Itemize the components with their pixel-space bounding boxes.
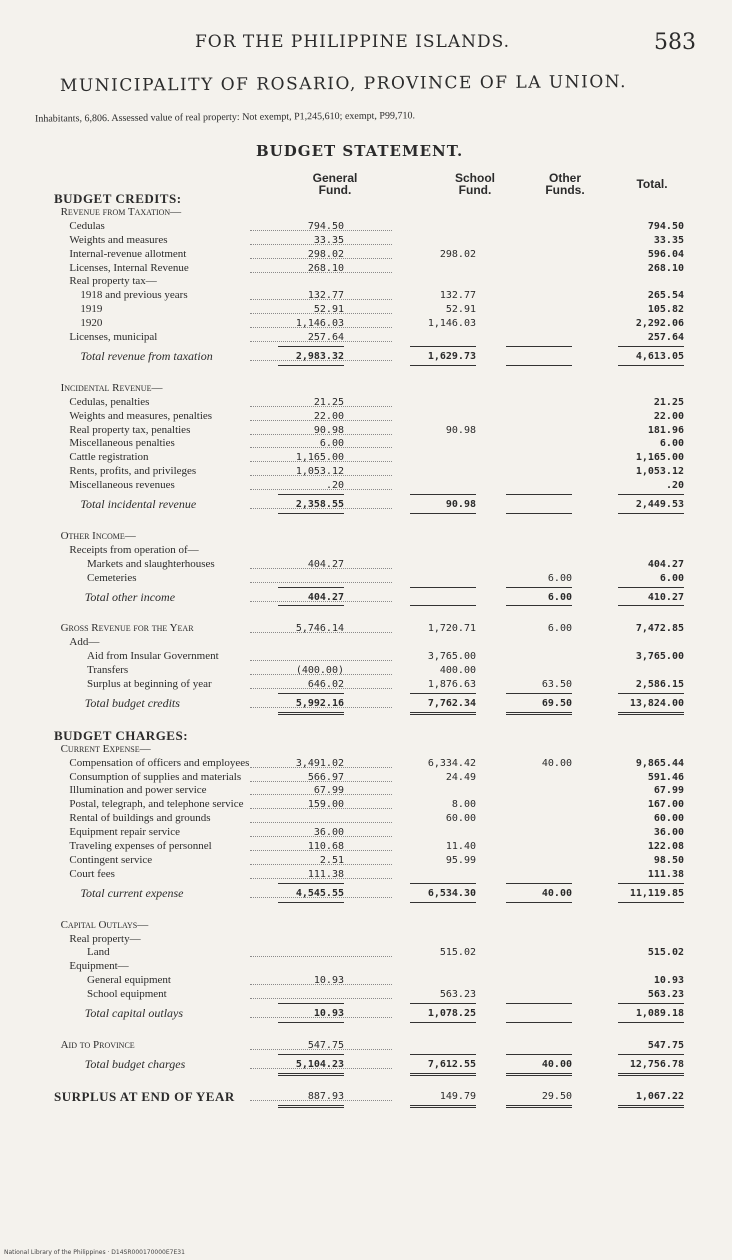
- section-heading-row: [0, 919, 732, 932]
- cell-general: 67.99: [313, 785, 344, 797]
- cell-general: 132.77: [307, 290, 344, 302]
- cell-total: 4,613.05: [635, 350, 684, 362]
- cell-total: 122.08: [647, 841, 684, 852]
- cell-general: 794.50: [307, 220, 344, 232]
- cell-general: 404.27: [307, 558, 344, 570]
- column-rule: [618, 513, 684, 514]
- column-rule: [410, 693, 476, 694]
- column-rule: [278, 605, 344, 606]
- cell-general: 887.93: [307, 1090, 344, 1102]
- table-row: [0, 933, 732, 946]
- cell-total: 9,865.44: [635, 757, 684, 769]
- column-rule: [618, 1054, 684, 1055]
- cell-total: 1,067.22: [635, 1090, 684, 1102]
- cell-general: 5,992.16: [295, 697, 344, 709]
- table-row: [0, 960, 732, 973]
- column-rule: [506, 587, 572, 588]
- cell-total: 22.00: [653, 410, 684, 422]
- column-rule: [618, 693, 684, 694]
- cell-general: 52.91: [313, 304, 344, 316]
- table-row: [0, 868, 732, 881]
- cell-school: 1,078.25: [427, 1008, 476, 1019]
- column-rule: [410, 605, 476, 606]
- cell-total: 591.46: [647, 771, 684, 783]
- column-rule: [278, 883, 344, 884]
- section-heading-row: [0, 192, 732, 205]
- column-rule: [278, 1105, 344, 1108]
- section-heading-row: [0, 1090, 732, 1103]
- dotted-leader: [250, 660, 392, 661]
- cell-general: (400.00): [295, 665, 344, 677]
- dotted-leader: [250, 998, 392, 999]
- cell-school: 90.98: [445, 499, 476, 510]
- dotted-leader: [250, 822, 392, 823]
- row-label: BUDGET CHARGES:: [54, 727, 189, 743]
- table-row: [0, 572, 732, 585]
- column-rule: [278, 587, 344, 588]
- table-row: [0, 275, 732, 288]
- table-row: [0, 826, 732, 839]
- row-label: Licenses, Internal Revenue: [69, 261, 189, 274]
- column-rule: [410, 1073, 476, 1076]
- column-rule: [278, 365, 344, 366]
- cell-school: 52.91: [445, 304, 476, 316]
- cell-general: 4,545.55: [295, 887, 344, 899]
- cell-total: 794.50: [647, 220, 684, 232]
- row-label: Real property tax—: [69, 275, 157, 288]
- table-row: [0, 812, 732, 825]
- cell-other: 6.00: [547, 623, 572, 635]
- row-label: Real property—: [69, 932, 141, 945]
- cell-school: 515.02: [439, 947, 476, 959]
- table-row: [0, 854, 732, 867]
- table-row: [0, 248, 732, 261]
- row-label: Illumination and power service: [69, 784, 207, 797]
- row-label: Transfers: [87, 664, 129, 677]
- row-label: General equipment: [87, 974, 171, 987]
- row-label: Total incidental revenue: [80, 497, 197, 511]
- cell-school: 298.02: [439, 248, 476, 260]
- table-row: [0, 424, 732, 437]
- row-label: Total revenue from taxation: [80, 348, 213, 363]
- column-rule: [278, 346, 344, 347]
- table-row: [0, 636, 732, 649]
- table-row: [0, 234, 732, 247]
- table-row: [0, 220, 732, 233]
- dotted-leader: [250, 956, 392, 957]
- column-rule: [618, 1073, 684, 1076]
- row-label: Real property tax, penalties: [69, 423, 191, 436]
- column-rule: [506, 883, 572, 884]
- row-label: Rental of buildings and grounds: [69, 812, 211, 825]
- row-label: Equipment—: [69, 960, 129, 973]
- cell-school: 11.40: [445, 841, 476, 852]
- cell-school: 1,720.71: [427, 623, 476, 635]
- row-label: Aid to Province: [60, 1038, 135, 1051]
- row-label: Weights and measures, penalties: [69, 409, 213, 422]
- cell-total: 2,586.15: [635, 679, 684, 690]
- table-row: [0, 396, 732, 409]
- cell-total: 105.82: [647, 304, 684, 316]
- cell-general: 1,053.12: [295, 466, 344, 478]
- column-rule: [618, 902, 684, 903]
- cell-school: 563.23: [439, 989, 476, 1001]
- table-row: [0, 331, 732, 344]
- cell-school: 1,876.63: [427, 679, 476, 690]
- cell-general: 257.64: [307, 332, 344, 343]
- section-heading-row: [0, 1039, 732, 1052]
- cell-general: 22.00: [313, 410, 344, 422]
- column-rule: [410, 883, 476, 884]
- cell-general: 1,165.00: [295, 452, 344, 464]
- column-rule: [278, 513, 344, 514]
- page-number: 583: [654, 30, 696, 55]
- column-header-other: Other Funds.: [545, 171, 585, 197]
- table-row: [0, 678, 732, 691]
- footer-note: National Library of the Philippines · D14SR000170000E7E31: [4, 1249, 185, 1256]
- cell-total: 2,449.53: [635, 499, 684, 510]
- column-rule: [618, 883, 684, 884]
- row-label: 1919: [80, 303, 103, 316]
- total-row: [0, 498, 732, 511]
- row-label: Total capital outlays: [84, 1006, 184, 1020]
- cell-school: 400.00: [439, 665, 476, 677]
- cell-school: 3,765.00: [427, 651, 476, 663]
- row-label: SURPLUS AT END OF YEAR: [54, 1088, 235, 1104]
- cell-total: 167.00: [647, 799, 684, 811]
- table-row: [0, 289, 732, 302]
- table-row: [0, 974, 732, 987]
- cell-total: 21.25: [653, 396, 684, 408]
- cell-general: 6.00: [319, 438, 344, 450]
- cell-general: 566.97: [307, 771, 344, 783]
- row-label: Court fees: [69, 867, 115, 880]
- cell-total: 404.27: [647, 558, 684, 570]
- table-row: [0, 988, 732, 1001]
- cell-other: 29.50: [541, 1090, 572, 1102]
- column-rule: [410, 1022, 476, 1023]
- municipality-title: MUNICIPALITY OF ROSARIO, PROVINCE OF LA UNION.: [59, 72, 628, 96]
- cell-total: 257.64: [647, 332, 684, 343]
- cell-general: 110.68: [307, 841, 344, 852]
- cell-general: 90.98: [313, 424, 344, 436]
- cell-total: .20: [665, 480, 684, 492]
- cell-total: 6.00: [659, 572, 684, 584]
- row-label: 1918 and previous years: [80, 289, 188, 302]
- cell-total: 547.75: [647, 1039, 684, 1051]
- row-label: 1920: [80, 317, 103, 330]
- cell-total: 98.50: [653, 854, 684, 866]
- column-rule: [410, 1003, 476, 1004]
- row-label: Compensation of officers and employees: [69, 756, 250, 769]
- table-row: [0, 757, 732, 770]
- running-head: FOR THE PHILIPPINE ISLANDS.: [195, 32, 511, 52]
- cell-general: 3,491.02: [295, 757, 344, 769]
- row-label: Rents, profits, and privileges: [69, 465, 197, 478]
- column-rule: [278, 712, 344, 715]
- column-rule: [506, 365, 572, 366]
- cell-total: 596.04: [647, 248, 684, 260]
- cell-general: 404.27: [307, 591, 344, 603]
- column-rule: [410, 587, 476, 588]
- column-rule: [410, 346, 476, 347]
- column-rule: [410, 494, 476, 495]
- row-label: Cedulas: [69, 219, 105, 232]
- row-label: Consumption of supplies and materials: [69, 770, 242, 783]
- total-row: [0, 1007, 732, 1020]
- cell-other: 6.00: [547, 572, 572, 584]
- dotted-leader: [250, 489, 392, 490]
- table-row: [0, 558, 732, 571]
- cell-general: 646.02: [307, 679, 344, 690]
- cell-total: 563.23: [647, 989, 684, 1001]
- table-row: [0, 544, 732, 557]
- column-rule: [618, 1022, 684, 1023]
- column-rule: [506, 1003, 572, 1004]
- table-row: [0, 771, 732, 784]
- row-label: Revenue from Taxation—: [60, 205, 182, 218]
- column-rule: [618, 587, 684, 588]
- table-row: [0, 664, 732, 677]
- column-rule: [278, 1054, 344, 1055]
- row-label: Cattle registration: [69, 451, 149, 464]
- row-label: Traveling expenses of personnel: [69, 840, 212, 852]
- cell-total: 111.38: [647, 868, 684, 880]
- column-rule: [506, 346, 572, 347]
- column-rule: [410, 365, 476, 366]
- row-label: BUDGET CREDITS:: [54, 191, 182, 206]
- column-header-total: Total.: [636, 177, 668, 191]
- row-label: Equipment repair service: [69, 826, 180, 839]
- total-row: [0, 350, 732, 363]
- column-header-school: School Fund.: [454, 171, 495, 197]
- column-rule: [278, 494, 344, 495]
- column-rule: [410, 1054, 476, 1055]
- row-label: Other Income—: [60, 529, 136, 542]
- total-row: [0, 887, 732, 900]
- cell-total: 181.96: [647, 424, 684, 436]
- table-row: [0, 650, 732, 663]
- cell-school: 24.49: [445, 771, 476, 783]
- row-label: Markets and slaughterhouses: [87, 557, 215, 570]
- cell-general: 5,746.14: [295, 623, 344, 635]
- row-label: Miscellaneous penalties: [69, 437, 175, 450]
- total-row: [0, 591, 732, 604]
- cell-general: 21.25: [313, 396, 344, 408]
- cell-total: 33.35: [653, 234, 684, 246]
- cell-school: 132.77: [439, 290, 476, 302]
- row-label: Licenses, municipal: [69, 331, 158, 343]
- cell-other: 6.00: [547, 591, 572, 603]
- cell-school: 8.00: [451, 799, 476, 811]
- column-rule: [506, 513, 572, 514]
- column-rule: [506, 494, 572, 495]
- cell-total: 1,165.00: [635, 452, 684, 464]
- cell-general: 10.93: [313, 1008, 344, 1019]
- cell-total: 1,089.18: [635, 1008, 684, 1019]
- column-rule: [506, 1054, 572, 1055]
- cell-total: 67.99: [653, 785, 684, 797]
- column-rule: [506, 1073, 572, 1076]
- cell-total: 11,119.85: [629, 887, 684, 899]
- cell-school: 149.79: [439, 1090, 476, 1102]
- cell-general: 547.75: [307, 1039, 344, 1051]
- column-rule: [506, 712, 572, 715]
- section-heading-row: [0, 206, 732, 219]
- table-row: [0, 840, 732, 853]
- row-label: Internal-revenue allotment: [69, 247, 187, 260]
- budget-statement-title: BUDGET STATEMENT.: [256, 142, 464, 160]
- column-rule: [618, 365, 684, 366]
- cell-other: 63.50: [541, 679, 572, 690]
- cell-other: 40.00: [541, 1058, 572, 1070]
- cell-total: 12,756.78: [629, 1058, 684, 1070]
- cell-total: 10.93: [653, 975, 684, 987]
- row-label: Total current expense: [80, 885, 184, 900]
- cell-total: 3,765.00: [635, 651, 684, 663]
- column-rule: [278, 902, 344, 903]
- column-rule: [506, 1022, 572, 1023]
- row-label: Capital Outlays—: [60, 918, 149, 931]
- cell-general: 111.38: [307, 868, 344, 880]
- cell-total: 410.27: [647, 591, 684, 603]
- row-label: Add—: [69, 636, 100, 649]
- column-rule: [506, 1105, 572, 1108]
- cell-general: 268.10: [307, 262, 344, 274]
- cell-school: 60.00: [445, 813, 476, 825]
- row-label: Gross Revenue for the Year: [60, 622, 194, 635]
- cell-general: 2.51: [319, 854, 344, 866]
- row-label: Surplus at beginning of year: [87, 678, 212, 690]
- table-row: [0, 946, 732, 959]
- total-row: [0, 1058, 732, 1071]
- row-label: Incidental Revenue—: [60, 381, 163, 394]
- cell-general: 36.00: [313, 827, 344, 839]
- section-heading-row: [0, 743, 732, 756]
- cell-general: 298.02: [307, 248, 344, 260]
- cell-general: 5,104.23: [295, 1058, 344, 1070]
- cell-school: 6,534.30: [427, 887, 476, 899]
- table-row: [0, 437, 732, 450]
- table-row: [0, 451, 732, 464]
- cell-total: 265.54: [647, 290, 684, 302]
- cell-school: 7,612.55: [427, 1058, 476, 1070]
- row-label: Total other income: [84, 589, 176, 604]
- column-rule: [410, 712, 476, 715]
- row-label: Cemeteries: [87, 571, 137, 584]
- column-rule: [506, 693, 572, 694]
- cell-other: 40.00: [541, 887, 572, 899]
- column-rule: [410, 1105, 476, 1108]
- column-rule: [278, 1022, 344, 1023]
- page-header: [0, 30, 732, 60]
- cell-school: 1,146.03: [427, 318, 476, 330]
- column-rule: [410, 902, 476, 903]
- column-rule: [278, 693, 344, 694]
- cell-school: 95.99: [445, 854, 476, 866]
- cell-other: 40.00: [541, 757, 572, 769]
- cell-general: 33.35: [313, 234, 344, 246]
- cell-school: 1,629.73: [427, 350, 476, 362]
- table-row: [0, 262, 732, 275]
- cell-general: 2,358.55: [295, 499, 344, 510]
- cell-general: 159.00: [307, 799, 344, 811]
- cell-total: 36.00: [653, 827, 684, 839]
- section-heading-row: [0, 622, 732, 635]
- row-label: Miscellaneous revenues: [69, 479, 175, 492]
- cell-total: 268.10: [647, 262, 684, 274]
- section-heading-row: [0, 729, 732, 742]
- row-label: Cedulas, penalties: [69, 395, 150, 408]
- cell-total: 7,472.85: [635, 623, 684, 635]
- row-label: Receipts from operation of—: [69, 543, 199, 556]
- cell-total: 515.02: [647, 947, 684, 959]
- table-row: [0, 479, 732, 492]
- cell-total: 13,824.00: [629, 697, 684, 709]
- table-row: [0, 410, 732, 423]
- section-heading-row: [0, 382, 732, 395]
- cell-total: 60.00: [653, 813, 684, 825]
- column-rule: [506, 605, 572, 606]
- table-row: [0, 317, 732, 330]
- column-rule: [618, 494, 684, 495]
- column-rule: [618, 605, 684, 606]
- cell-total: 6.00: [659, 438, 684, 450]
- column-rule: [618, 1003, 684, 1004]
- table-row: [0, 784, 732, 797]
- dotted-leader: [250, 582, 392, 583]
- column-header-general: General Fund.: [312, 171, 358, 197]
- row-label: Current Expense—: [60, 742, 151, 755]
- row-label: Total budget charges: [84, 1056, 186, 1071]
- section-heading-row: [0, 530, 732, 543]
- cell-school: 6,334.42: [427, 757, 476, 769]
- table-row: [0, 465, 732, 478]
- table-row: [0, 798, 732, 811]
- row-label: Weights and measures: [69, 233, 168, 246]
- cell-school: 7,762.34: [427, 697, 476, 709]
- column-rule: [618, 1105, 684, 1108]
- table-row: [0, 303, 732, 316]
- cell-other: 69.50: [541, 697, 572, 709]
- column-rule: [410, 513, 476, 514]
- row-label: Total budget credits: [84, 695, 180, 710]
- row-label: Aid from Insular Government: [87, 650, 219, 663]
- cell-school: 90.98: [445, 424, 476, 436]
- column-rule: [618, 346, 684, 347]
- cell-general: 2,983.32: [295, 350, 344, 362]
- cell-general: 10.93: [313, 975, 344, 987]
- cell-total: 1,053.12: [635, 466, 684, 478]
- total-row: [0, 697, 732, 710]
- column-rule: [278, 1073, 344, 1076]
- row-label: School equipment: [87, 988, 167, 1001]
- cell-general: 1,146.03: [295, 318, 344, 330]
- cell-total: 2,292.06: [635, 318, 684, 330]
- column-rule: [618, 712, 684, 715]
- column-rule: [278, 1003, 344, 1004]
- cell-general: .20: [325, 480, 344, 492]
- row-label: Postal, telegraph, and telephone service: [69, 798, 244, 811]
- column-rule: [506, 902, 572, 903]
- row-label: Land: [87, 946, 110, 959]
- inhabitants-line: Inhabitants, 6,806. Assessed value of real property: Not exempt, P1,245,610; exempt, P99,710.: [34, 110, 415, 125]
- row-label: Contingent service: [69, 853, 153, 866]
